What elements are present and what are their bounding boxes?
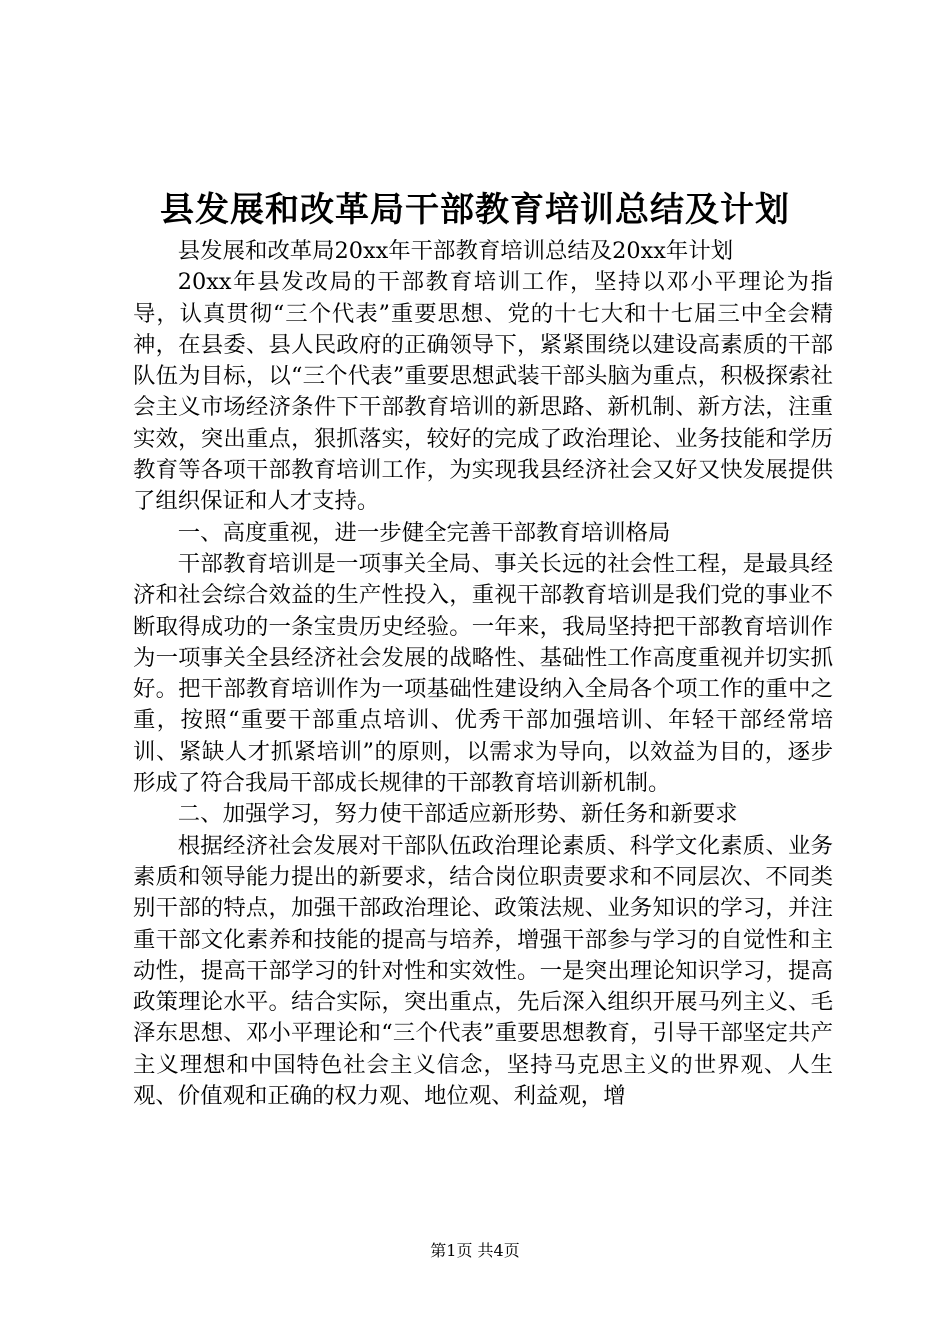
section-heading-1: 一、高度重视，进一步健全完善干部教育培训格局 — [177, 519, 671, 546]
page-number-footer: 第1页 共4页 — [430, 1241, 520, 1260]
body-paragraph: 干部教育培训是一项事关全局、事关长远的社会性工程，是最具经济和社会综合效益的生产性投入，重视干部教育培训是我们党的事业不断取得成功的一条宝贵历史经验。一年来，我局坚持把干部教育培训作为一项事关全县经济社会发展的战略性、基础性工作高度重视并切实抓好。把干部教育培训作为一项基础性建设纳入全局各个项工作的重中之重，按照“重要干部重点培训、优秀干部加强培训、年轻干部经常培训、紧缺人才抓紧培训”的原则，以需求为导向，以效益为目的，逐步形成了符合我局干部成长规律的干部教育培训新机制。 — [133, 550, 833, 797]
body-paragraph: 根据经济社会发展对干部队伍政治理论素质、科学文化素质、业务素质和领导能力提出的新要求，结合岗位职责要求和不同层次、不同类别干部的特点，加强干部政治理论、政策法规、业务知识的学习，并注重干部文化素养和技能的提高与培养，增强干部参与学习的自觉性和主动性，提高干部学习的针对性和实效性。一是突出理论知识学习，提高政策理论水平。结合实际，突出重点，先后深入组织开展马列主义、毛泽东思想、邓小平理论和“三个代表”重要思想教育，引导干部坚定共产主义理想和中国特色社会主义信念，坚持马克思主义的世界观、人生观、价值观和正确的权力观、地位观、利益观，增 — [133, 832, 833, 1110]
section-heading-2: 二、加强学习，努力使干部适应新形势、新任务和新要求 — [177, 801, 738, 828]
document-body — [133, 236, 833, 1112]
intro-paragraph: 20xx年县发改局的干部教育培训工作，坚持以邓小平理论为指导，认真贯彻“三个代表”重要思想、党的十七大和十七届三中全会精神，在县委、县人民政府的正确领导下，紧紧围绕以建设高素质的干部队伍为目标，以“三个代表”重要思想武装干部头脑为重点，积极探索社会主义市场经济条件下干部教育培训的新思路、新机制、新方法，注重实效，突出重点，狠抓落实，较好的完成了政治理论、业务技能和学历教育等各项干部教育培训工作，为实现我县经济社会又好又快发展提供了组织保证和人才支持。 — [133, 269, 833, 515]
page-title: 县发展和改革局干部教育培训总结及计划 — [160, 190, 790, 230]
subtitle-paragraph: 县发展和改革局20xx年干部教育培训总结及20xx年计划 — [177, 238, 734, 264]
